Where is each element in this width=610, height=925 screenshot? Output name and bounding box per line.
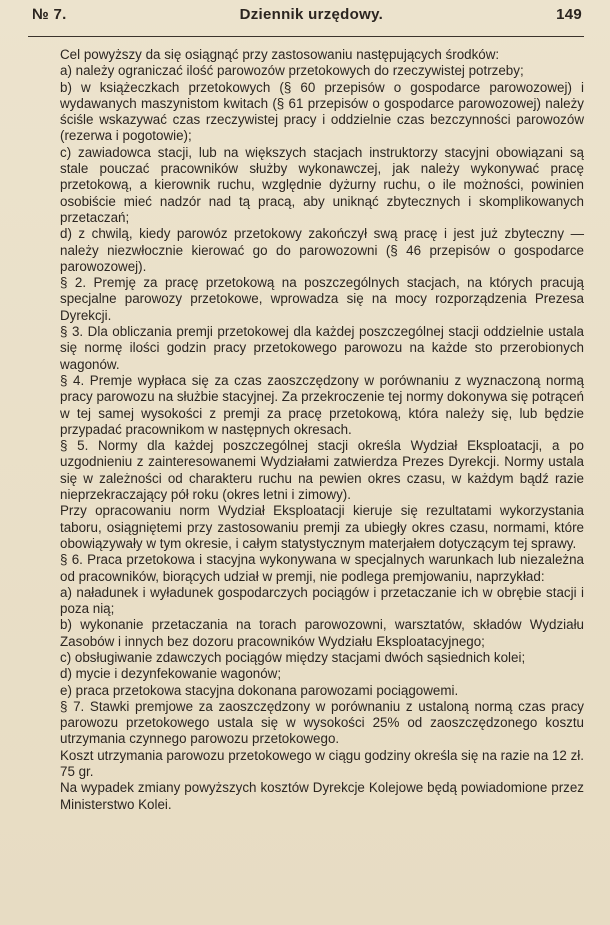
issue-number: № 7. xyxy=(32,6,67,23)
paragraph-item-d: d) z chwilą, kiedy parowóz przetokowy zakończył swą pracę i jest już zbyteczny — należy niezwłocznie kierować go do parowozowni (§ 46 przepisów o gospodarce parowozowej). xyxy=(60,226,584,274)
article-body xyxy=(28,47,584,813)
paragraph-item-a: a) należy ograniczać ilość parowozów przetokowych do rzeczywistej potrzeby; xyxy=(60,63,524,79)
paragraph-norms: Przy opracowaniu norm Wydział Eksploatacji kieruje się rezultatami wykorzystania taboru, osiągniętemi przy zastosowaniu premji za ubiegły okres czasu, normami, które obowiązywały w tym okresie, i całym statystycznym materjałem dotyczącym tej sprawy. xyxy=(60,503,584,551)
paragraph-item-c: c) zawiadowca stacji, lub na większych stacjach instruktorzy stacyjni obowiązani są stale pouczać pracowników służby wykonawczej, jak należy wykonywać pracę przetokową, a kierownik ruchu, względnie dyżurny ruchu, o ile możności, powinien osobiście mieć nadzór nad tą pracą, aby uniknąć zbytecznych i skomplikowanych przetaczań; xyxy=(60,144,584,225)
paragraph-s6-item-c: c) obsługiwanie zdawczych pociągów między stacjami dwóch sąsiednich kolei; xyxy=(60,649,526,665)
paragraph-section-5: § 5. Normy dla każdej poszczególnej stacji określa Wydział Eksploatacji, a po uzgodnieniu z zainteresowanemi Wydziałami zatwierdza Prezes Dyrekcji. Normy ustala się w zależności od charakteru ruchu na pewien okres czasu, w każdym bądź razie nieprzekraczający pół roku (okres letni i zimowy). xyxy=(60,438,584,503)
paragraph-section-7: § 7. Stawki premjowe za zaoszczędzony w porównaniu z ustaloną normą czas pracy parowozu przetokowego ustala się w wysokości 25% od zaoszczędzonego kosztu utrzymania czynnego parowozu przetokowego. xyxy=(60,698,584,747)
paragraph-s6-item-d: d) mycie i dezynfekowanie wagonów; xyxy=(60,666,282,682)
paragraph-s6-item-e: e) praca przetokowa stacyjna dokonana parowozami pociągowemi. xyxy=(60,682,459,698)
paragraph-section-6: § 6. Praca przetokowa i stacyjna wykonywana w specjalnych warunkach lub niezależna od pracowników, biorących udział w premji, nie podlega premjowaniu, naprzykład: xyxy=(60,552,584,584)
paragraph-notice: Na wypadek zmiany powyższych kosztów Dyrekcje Kolejowe będą powiadomione przez Ministerstwo Kolei. xyxy=(60,780,584,812)
journal-title: Dziennik urzędowy. xyxy=(239,6,384,23)
paragraph-s6-item-a: a) naładunek i wyładunek gospodarczych pociągów i przetaczanie ich w obrębie stacji i poza nią; xyxy=(60,584,584,617)
page-header xyxy=(28,0,584,36)
paragraph-section-4: § 4. Premje wypłaca się za czas zaoszczędzony w porównaniu z wyznaczoną normą pracy parowozu na służbie stacyjnej. Za przekroczenie tej normy dokonywa się potrąceń w tej samej wysokości z premji za pracę przetokową, która należy się, lub będzie przypadać pracownikom w następnych okresach. xyxy=(60,372,584,437)
page-number: 149 xyxy=(556,6,582,23)
header-rule xyxy=(28,36,584,37)
paragraph-intro: Cel powyższy da się osiągnąć przy zastosowaniu następujących środków: xyxy=(60,47,500,62)
paragraph-section-2: § 2. Premję za pracę przetokową na poszczególnych stacjach, na których pracują specjalne parowozy przetokowe, wprowadza się na mocy rozporządzenia Prezesa Dyrekcji. xyxy=(60,275,584,323)
paragraph-cost: Koszt utrzymania parowozu przetokowego w ciągu godziny określa się na razie na 12 zł. 75 gr. xyxy=(60,747,584,780)
paragraph-section-3: § 3. Dla obliczania premji przetokowej dla każdej poszczególnej stacji oddzielnie ustala się normę ilości godzin pracy przetokowego parowozu na każde sto przerobionych wagonów. xyxy=(60,324,584,372)
paragraph-item-b: b) w książeczkach przetokowych (§ 60 przepisów o gospodarce parowozowej) i wydawanych maszynistom kwitach (§ 61 przepisów o gospodarce parowozowej) należy ściśle wskazywać czas rzeczywistej pracy i oddzielnie czas bezczynności parowozów (rezerwa i pogotowie); xyxy=(60,79,584,144)
paragraph-s6-item-b: b) wykonanie przetaczania na torach parowozowni, warsztatów, składów Wydziału Zasobów i innych bez dozoru pracowników Wydziału Eksploatacyjnego; xyxy=(60,617,584,649)
